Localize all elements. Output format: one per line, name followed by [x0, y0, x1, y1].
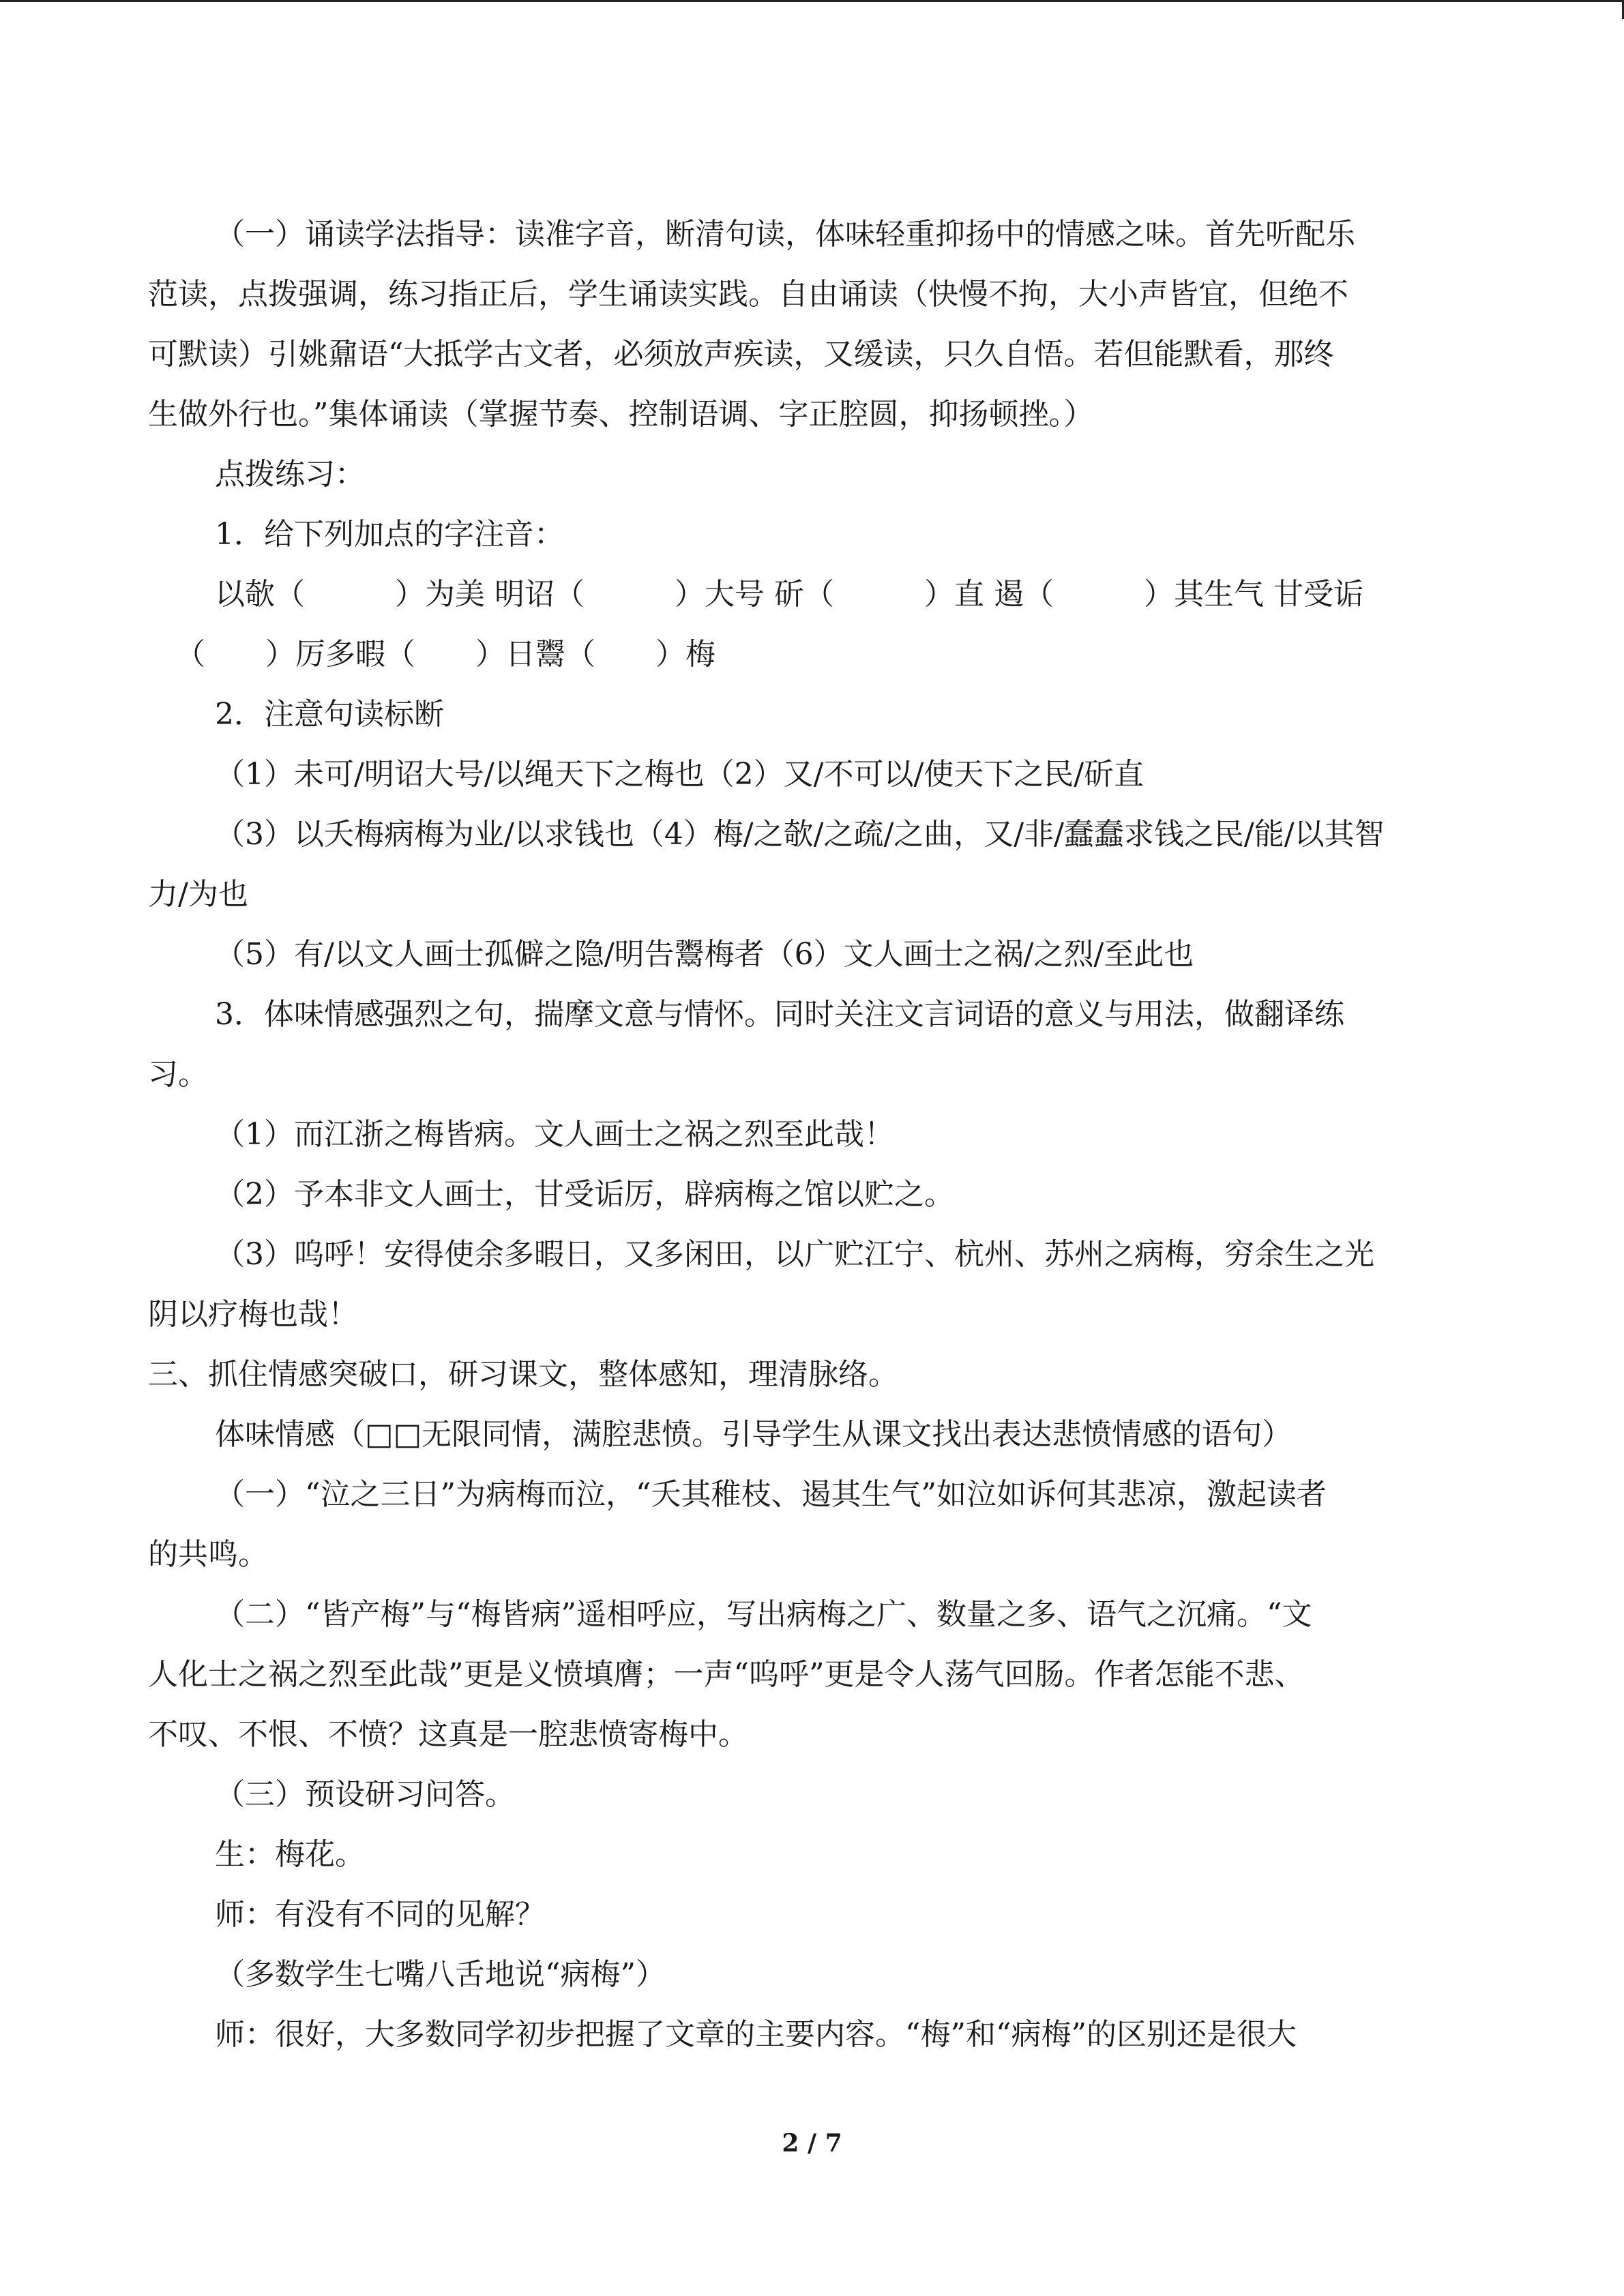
page-body — [148, 205, 1478, 2065]
text-line-11: （3）以夭梅病梅为业/以求钱也（4）梅/之欹/之疏/之曲，又/非/蠢蠢求钱之民/能/以其智 — [215, 817, 1385, 852]
page-number: 2 / 7 — [782, 2129, 842, 2158]
text-line-25: 人化士之祸之烈至此哉”更是义愤填膺；一声“呜呼”更是令人荡气回肠。作者怎能不悲、 — [148, 1657, 1305, 1692]
text-line-23: 的共鸣。 — [148, 1537, 268, 1572]
text-line-8: （ ）厉多暇（ ）日鬻（ ）梅 — [175, 637, 715, 672]
text-line-27: （三）预设研习问答。 — [215, 1777, 515, 1812]
text-line-22: （一）“泣之三日”为病梅而泣，“夭其稚枝、遏其生气”如泣如诉何其悲凉，激起读者 — [215, 1477, 1327, 1512]
top-border — [0, 0, 1624, 2]
text-line-3: 可默读）引姚鼐语“大抵学古文者，必须放声疾读，又缓读，只久自悟。若但能默看，那终 — [148, 337, 1334, 372]
text-line-31: 师：很好，大多数同学初步把握了文章的主要内容。“梅”和“病梅”的区别还是很大 — [215, 2017, 1297, 2052]
text-line-7: 以欹（ ）为美 明诏（ ）大号 斫（ ）直 遏（ ）其生气 甘受诟 — [215, 577, 1363, 612]
text-line-30: （多数学生七嘴八舌地说“病梅”） — [215, 1957, 666, 1992]
text-line-12: 力/为也 — [148, 877, 248, 912]
text-line-19: 阴以疗梅也哉！ — [148, 1297, 358, 1332]
text-line-17: （2）予本非文人画士，甘受诟厉，辟病梅之馆以贮之。 — [215, 1177, 954, 1212]
text-line-21: 体味情感（□□无限同情，满腔悲愤。引导学生从课文找出表达悲愤情感的语句） — [215, 1417, 1293, 1452]
text-line-5: 点拨练习： — [215, 457, 365, 492]
text-line-10: （1）未可/明诏大号/以绳天下之梅也（2）又/不可以/使天下之民/斫直 — [215, 757, 1145, 792]
text-line-1: （一）诵读学法指导：读准字音，断清句读，体味轻重抑扬中的情感之味。首先听配乐 — [215, 217, 1355, 252]
text-line-6: 1．给下列加点的字注音： — [215, 517, 564, 552]
text-line-4: 生做外行也。”集体诵读（掌握节奏、控制语调、字正腔圆，抑扬顿挫。） — [148, 397, 1094, 432]
text-line-26: 不叹、不恨、不愤？这真是一腔悲愤寄梅中。 — [148, 1717, 748, 1752]
section-heading: 三、抓住情感突破口，研习课文，整体感知，理清脉络。 — [148, 1357, 898, 1392]
text-line-15: 习。 — [148, 1057, 208, 1092]
text-line-28: 生：梅花。 — [215, 1837, 365, 1872]
text-line-13: （5）有/以文人画士孤僻之隐/明告鬻梅者（6）文人画士之祸/之烈/至此也 — [215, 937, 1194, 972]
text-line-24: （二）“皆产梅”与“梅皆病”遥相呼应，写出病梅之广、数量之多、语气之沉痛。“文 — [215, 1597, 1312, 1632]
text-line-9: 2．注意句读标断 — [215, 697, 444, 732]
text-line-14: 3．体味情感强烈之句，揣摩文意与情怀。同时关注文言词语的意义与用法，做翻译练 — [215, 997, 1344, 1032]
text-line-29: 师：有没有不同的见解？ — [215, 1897, 545, 1932]
text-line-16: （1）而江浙之梅皆病。文人画士之祸之烈至此哉！ — [215, 1117, 894, 1152]
text-line-2: 范读，点拨强调，练习指正后，学生诵读实践。自由诵读（快慢不拘，大小声皆宜，但绝不 — [148, 277, 1348, 312]
text-line-18: （3）呜呼！安得使余多暇日，又多闲田，以广贮江宁、杭州、苏州之病梅，穷余生之光 — [215, 1237, 1374, 1272]
